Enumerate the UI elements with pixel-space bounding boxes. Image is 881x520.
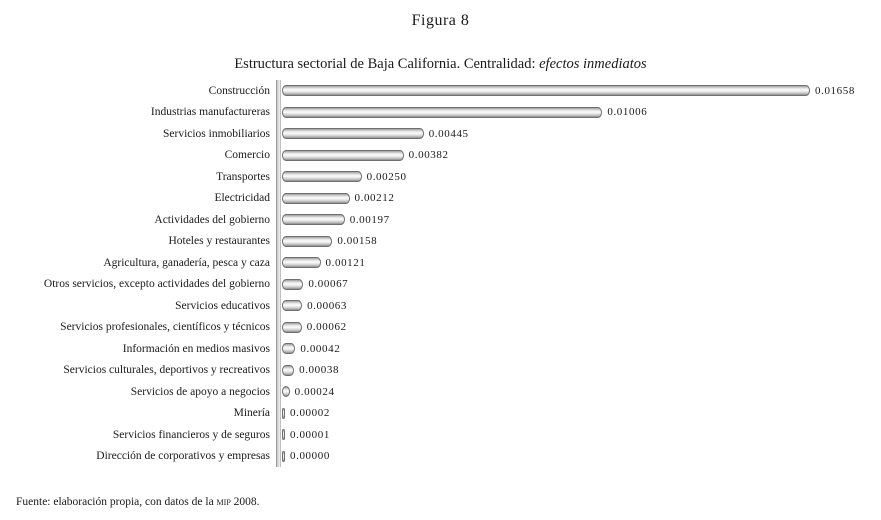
category-label: Servicios educativos [175, 299, 270, 312]
bar-area [276, 381, 881, 403]
category-label: Comercio [224, 149, 270, 162]
value-label: 0.00002 [290, 407, 330, 420]
bar [282, 128, 424, 139]
category-label: Transportes [216, 170, 270, 183]
bar-area [276, 446, 881, 468]
category-label: Servicios profesionales, científicos y técnicos [60, 321, 270, 334]
bar-area [276, 338, 881, 360]
bar [282, 236, 332, 247]
bar-area [276, 360, 881, 382]
bar [282, 343, 295, 354]
bar-area [276, 295, 881, 317]
bar-area [276, 274, 881, 296]
category-label: Electricidad [214, 192, 270, 205]
bar [282, 171, 362, 182]
chart-row [0, 360, 881, 382]
value-label: 0.00024 [294, 385, 335, 398]
bar [282, 85, 810, 96]
bar-area [276, 123, 881, 145]
bar [282, 107, 602, 118]
value-label: 0.00042 [300, 342, 341, 355]
source-text: Fuente: elaboración propia, con datos de la [16, 496, 217, 508]
chart-row [0, 166, 881, 188]
chart-row [0, 80, 881, 102]
bar [282, 386, 290, 397]
value-label: 0.00445 [428, 127, 469, 140]
chart-row [0, 424, 881, 446]
chart-row [0, 295, 881, 317]
chart-row [0, 381, 881, 403]
category-label: Hoteles y restaurantes [168, 235, 270, 248]
bar-area [276, 403, 881, 425]
bar-area [276, 317, 881, 339]
value-label: 0.00197 [349, 213, 390, 226]
category-label: Servicios culturales, deportivos y recreativos [63, 364, 270, 377]
value-label: 0.00382 [408, 149, 449, 162]
bar [282, 451, 285, 462]
chart-row [0, 338, 881, 360]
bar-chart [0, 56, 881, 467]
bar [282, 300, 302, 311]
bar-area [276, 102, 881, 124]
bar-area [276, 80, 881, 102]
bar-area [276, 188, 881, 210]
chart-title-main: Estructura sectorial de Baja California. Centralidad: [234, 56, 540, 72]
value-label: 0.00000 [290, 450, 330, 463]
category-label: Minería [233, 407, 270, 420]
bar [282, 150, 404, 161]
category-label: Industrias manufactureras [150, 106, 270, 119]
bar [282, 365, 294, 376]
value-label: 0.00063 [307, 299, 348, 312]
chart-row [0, 123, 881, 145]
bar [282, 322, 302, 333]
chart-row [0, 188, 881, 210]
chart-row [0, 274, 881, 296]
chart-row [0, 102, 881, 124]
category-label: Construcción [208, 84, 270, 97]
bar-area [276, 209, 881, 231]
category-label: Actividades del gobierno [154, 213, 270, 226]
category-label: Servicios de apoyo a negocios [130, 385, 270, 398]
value-label: 0.00038 [299, 364, 340, 377]
bar [282, 257, 321, 268]
chart-row [0, 446, 881, 468]
chart-title [0, 56, 881, 73]
value-label: 0.01658 [815, 84, 855, 97]
value-label: 0.00067 [308, 278, 349, 291]
value-label: 0.00001 [290, 428, 330, 441]
category-label: Dirección de corporativos y empresas [96, 450, 270, 463]
source-year: 2008. [230, 496, 260, 508]
category-label: Agricultura, ganadería, pesca y caza [103, 256, 270, 269]
chart-row [0, 231, 881, 253]
bar [282, 429, 285, 440]
bar [282, 214, 345, 225]
figure-title: Figura 8 [411, 12, 470, 29]
chart-row [0, 145, 881, 167]
chart-row [0, 252, 881, 274]
value-label: 0.00121 [325, 256, 366, 269]
bar [282, 279, 303, 290]
value-label: 0.00212 [354, 192, 395, 205]
chart-row [0, 209, 881, 231]
chart-row [0, 317, 881, 339]
bar-area [276, 231, 881, 253]
category-label: Servicios inmobiliarios [162, 127, 270, 140]
bar [282, 408, 285, 419]
value-label: 0.00250 [366, 170, 407, 183]
bar-area [276, 252, 881, 274]
bar-area [276, 166, 881, 188]
source-note [16, 496, 260, 508]
value-label: 0.00158 [337, 235, 378, 248]
chart-row [0, 403, 881, 425]
plot-area [0, 80, 881, 467]
category-label: Servicios financieros y de seguros [112, 428, 270, 441]
category-label: Otros servicios, excepto actividades del gobierno [43, 278, 270, 291]
chart-title-italic: efectos inmediatos [539, 56, 647, 72]
source-acronym: mip [216, 496, 231, 508]
bar-area [276, 424, 881, 446]
bar-area [276, 145, 881, 167]
value-label: 0.01006 [607, 106, 648, 119]
value-label: 0.00062 [306, 321, 347, 334]
category-label: Información en medios masivos [122, 342, 270, 355]
bar [282, 193, 350, 204]
